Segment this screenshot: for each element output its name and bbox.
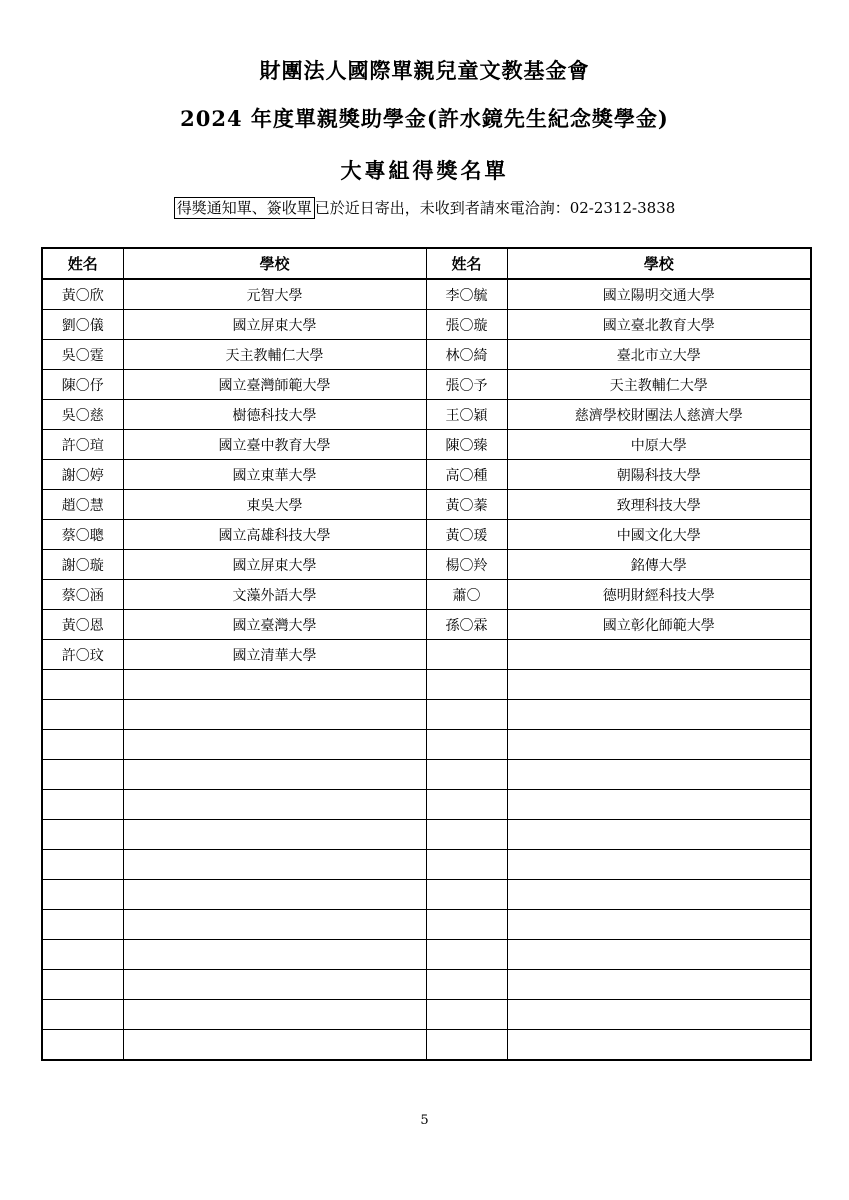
cell-name-right xyxy=(426,940,507,970)
cell-name-right: 林〇綺 xyxy=(426,340,507,370)
cell-name-right: 陳〇臻 xyxy=(426,430,507,460)
cell-name-right xyxy=(426,820,507,850)
cell-school-left xyxy=(123,820,426,850)
cell-school-right: 天主教輔仁大學 xyxy=(507,370,811,400)
cell-school-left: 元智大學 xyxy=(123,279,426,310)
cell-name-right xyxy=(426,850,507,880)
cell-name-left: 吳〇霆 xyxy=(42,340,123,370)
table-row xyxy=(42,490,811,520)
cell-school-right xyxy=(507,820,811,850)
table-row xyxy=(42,340,811,370)
cell-school-right: 中國文化大學 xyxy=(507,520,811,550)
table-row xyxy=(42,1030,811,1061)
cell-school-right: 致理科技大學 xyxy=(507,490,811,520)
table-row xyxy=(42,430,811,460)
cell-name-right xyxy=(426,730,507,760)
cell-school-left xyxy=(123,760,426,790)
table-row xyxy=(42,1000,811,1030)
table-row xyxy=(42,610,811,640)
cell-name-left: 蔡〇涵 xyxy=(42,580,123,610)
cell-school-right xyxy=(507,640,811,670)
cell-school-right xyxy=(507,1030,811,1061)
cell-school-right xyxy=(507,850,811,880)
cell-school-right: 中原大學 xyxy=(507,430,811,460)
header-school-left: 學校 xyxy=(123,248,426,279)
cell-name-right xyxy=(426,1000,507,1030)
cell-name-left: 黃〇欣 xyxy=(42,279,123,310)
table-row xyxy=(42,910,811,940)
cell-name-left: 謝〇婷 xyxy=(42,460,123,490)
cell-name-right xyxy=(426,970,507,1000)
cell-school-left: 國立清華大學 xyxy=(123,640,426,670)
cell-name-right xyxy=(426,790,507,820)
table-row xyxy=(42,700,811,730)
cell-school-left: 國立臺灣師範大學 xyxy=(123,370,426,400)
cell-school-right xyxy=(507,880,811,910)
cell-name-left xyxy=(42,820,123,850)
table-row xyxy=(42,790,811,820)
cell-name-left xyxy=(42,1000,123,1030)
cell-name-left xyxy=(42,700,123,730)
cell-name-left: 吳〇慈 xyxy=(42,400,123,430)
cell-school-right: 國立陽明交通大學 xyxy=(507,279,811,310)
cell-name-left xyxy=(42,790,123,820)
cell-school-right xyxy=(507,790,811,820)
cell-school-left: 國立臺灣大學 xyxy=(123,610,426,640)
header-name-left: 姓名 xyxy=(42,248,123,279)
cell-school-right: 國立彰化師範大學 xyxy=(507,610,811,640)
cell-school-right xyxy=(507,910,811,940)
table-row xyxy=(42,880,811,910)
cell-school-left xyxy=(123,1030,426,1061)
cell-name-right xyxy=(426,880,507,910)
cell-school-left: 國立屏東大學 xyxy=(123,310,426,340)
table-header-row xyxy=(42,248,811,279)
cell-name-left xyxy=(42,1030,123,1061)
cell-name-left: 陳〇伃 xyxy=(42,370,123,400)
foundation-title: 財團法人國際單親兒童文教基金會 xyxy=(259,58,590,83)
cell-name-right: 張〇予 xyxy=(426,370,507,400)
notice-line xyxy=(0,197,849,218)
page-number: 5 xyxy=(420,1113,429,1128)
table-row xyxy=(42,850,811,880)
cell-name-right: 王〇穎 xyxy=(426,400,507,430)
header-school-right: 學校 xyxy=(507,248,811,279)
notice-rest-text: 已於近日寄出，未收到者請來電洽詢：02-2312-3838 xyxy=(314,199,676,217)
cell-name-left: 許〇玟 xyxy=(42,640,123,670)
cell-name-right xyxy=(426,670,507,700)
table-row xyxy=(42,970,811,1000)
table-row xyxy=(42,820,811,850)
cell-name-right xyxy=(426,640,507,670)
cell-school-left xyxy=(123,940,426,970)
cell-school-right xyxy=(507,760,811,790)
cell-school-left xyxy=(123,850,426,880)
cell-name-left xyxy=(42,730,123,760)
cell-school-right: 朝陽科技大學 xyxy=(507,460,811,490)
cell-name-right: 黃〇瑗 xyxy=(426,520,507,550)
cell-name-left xyxy=(42,880,123,910)
cell-name-left: 謝〇璇 xyxy=(42,550,123,580)
table-row xyxy=(42,730,811,760)
table-row xyxy=(42,370,811,400)
cell-school-left: 樹德科技大學 xyxy=(123,400,426,430)
cell-name-right xyxy=(426,760,507,790)
cell-name-left xyxy=(42,670,123,700)
scholarship-title: 2024 年度單親獎助學金(許水鏡先生紀念獎學金) xyxy=(180,106,669,131)
cell-school-left: 東吳大學 xyxy=(123,490,426,520)
header-name-right: 姓名 xyxy=(426,248,507,279)
cell-school-left xyxy=(123,730,426,760)
cell-school-left xyxy=(123,670,426,700)
table-row xyxy=(42,520,811,550)
cell-school-left xyxy=(123,970,426,1000)
table-row xyxy=(42,400,811,430)
list-title: 大專組得獎名單 xyxy=(340,158,509,183)
cell-name-right: 高〇種 xyxy=(426,460,507,490)
cell-school-right: 慈濟學校財團法人慈濟大學 xyxy=(507,400,811,430)
cell-school-right xyxy=(507,730,811,760)
cell-school-right: 國立臺北教育大學 xyxy=(507,310,811,340)
cell-name-left xyxy=(42,760,123,790)
cell-school-right: 銘傳大學 xyxy=(507,550,811,580)
notice-boxed-text: 得獎通知單、簽收單 xyxy=(174,197,315,219)
cell-school-left xyxy=(123,910,426,940)
cell-school-left: 國立高雄科技大學 xyxy=(123,520,426,550)
table-row xyxy=(42,760,811,790)
cell-name-right xyxy=(426,1030,507,1061)
cell-school-left: 國立屏東大學 xyxy=(123,550,426,580)
table-row xyxy=(42,310,811,340)
table-row xyxy=(42,580,811,610)
cell-school-left: 國立東華大學 xyxy=(123,460,426,490)
cell-school-right: 德明財經科技大學 xyxy=(507,580,811,610)
cell-name-right: 張〇璇 xyxy=(426,310,507,340)
cell-school-right xyxy=(507,940,811,970)
table-row xyxy=(42,550,811,580)
award-roster-table xyxy=(41,247,812,1061)
cell-name-right: 李〇毓 xyxy=(426,279,507,310)
table-row xyxy=(42,279,811,310)
cell-name-left: 許〇瑄 xyxy=(42,430,123,460)
cell-school-left xyxy=(123,700,426,730)
cell-school-left xyxy=(123,1000,426,1030)
cell-name-left xyxy=(42,910,123,940)
cell-school-left xyxy=(123,880,426,910)
table-row xyxy=(42,670,811,700)
cell-school-right xyxy=(507,970,811,1000)
cell-school-left: 文藻外語大學 xyxy=(123,580,426,610)
cell-name-left xyxy=(42,970,123,1000)
cell-school-right xyxy=(507,700,811,730)
cell-name-right: 蕭〇 xyxy=(426,580,507,610)
cell-school-right xyxy=(507,670,811,700)
cell-name-right xyxy=(426,700,507,730)
table-row xyxy=(42,640,811,670)
cell-school-right: 臺北市立大學 xyxy=(507,340,811,370)
cell-school-left: 天主教輔仁大學 xyxy=(123,340,426,370)
cell-school-left xyxy=(123,790,426,820)
table-row xyxy=(42,940,811,970)
cell-name-left: 蔡〇聰 xyxy=(42,520,123,550)
cell-name-left: 趙〇慧 xyxy=(42,490,123,520)
cell-name-left xyxy=(42,850,123,880)
table-row xyxy=(42,460,811,490)
cell-name-right xyxy=(426,910,507,940)
cell-name-right: 楊〇羚 xyxy=(426,550,507,580)
cell-name-left xyxy=(42,940,123,970)
cell-school-right xyxy=(507,1000,811,1030)
cell-name-left: 黃〇恩 xyxy=(42,610,123,640)
cell-name-right: 孫〇霖 xyxy=(426,610,507,640)
cell-school-left: 國立臺中教育大學 xyxy=(123,430,426,460)
cell-name-left: 劉〇儀 xyxy=(42,310,123,340)
cell-name-right: 黃〇蓁 xyxy=(426,490,507,520)
